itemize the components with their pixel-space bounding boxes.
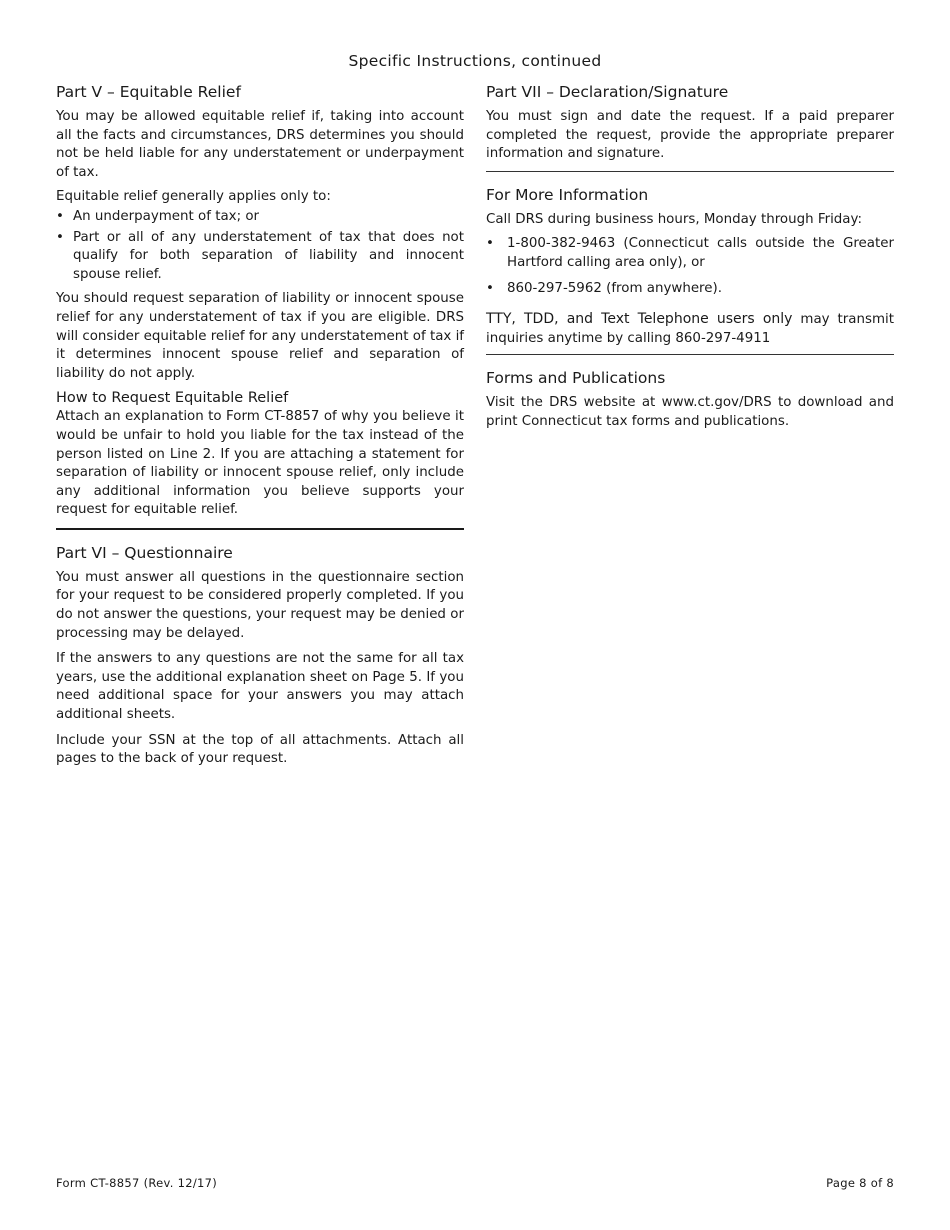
- bullet-icon: •: [486, 236, 494, 252]
- form-identifier: Form CT-8857 (Rev. 12/17): [56, 1176, 218, 1190]
- part-v-heading: Part V – Equitable Relief: [56, 83, 241, 101]
- bullet-icon: •: [486, 280, 494, 296]
- bullet-icon: •: [56, 229, 64, 245]
- part-vi-paragraph-3: Include your SSN at the top of all attachments. Attach all pages to the back of your request.: [56, 732, 464, 767]
- part-v-section: [56, 82, 464, 520]
- part-vii-paragraph: You must sign and date the request. If a paid preparer completed the request, provide the appropriate preparer information and signature.: [486, 109, 894, 162]
- section-divider: [56, 528, 464, 530]
- part-vii-heading: Part VII – Declaration/Signature: [486, 83, 729, 101]
- part-vii-section: [486, 82, 894, 164]
- bullet-icon: •: [56, 208, 64, 224]
- part-vi-section: [56, 543, 464, 769]
- tty-paragraph: [486, 310, 894, 348]
- part-v-paragraph-3: You should request separation of liability or innocent spouse relief for any understatement of tax if you are eligible. DRS will consider equitable relief for any understatement of tax if it determines innocent spouse relief and separation of liability do not apply.: [56, 291, 465, 381]
- part-v-paragraph-1: You may be allowed equitable relief if, taking into account all the facts and circumstances, DRS determines you should not be held liable for any understatement or underpayment of tax.: [56, 109, 464, 180]
- phone-list: [486, 235, 894, 298]
- list-item: • Part or all of any understatement of tax that does not qualify for both separation of liability and innocent spouse relief.: [56, 229, 464, 282]
- section-divider: [486, 171, 894, 172]
- part-vi-paragraph-2: If the answers to any questions are not the same for all tax years, use the additional explanation sheet on Page 5. If you need additional space for your answers you may attach additional sheets.: [56, 651, 464, 723]
- more-info-paragraph: Call DRS during business hours, Monday through Friday:: [486, 211, 862, 227]
- section-divider: [486, 354, 894, 355]
- tty-label: TTY, TDD, and Text Telephone users only: [486, 311, 793, 328]
- right-column: [486, 82, 894, 438]
- page-title: Specific Instructions, continued: [348, 52, 602, 70]
- part-v-paragraph-2: Equitable relief generally applies only to:: [56, 189, 331, 205]
- how-to-request-heading: How to Request Equitable Relief: [56, 390, 289, 407]
- left-column: [56, 82, 464, 775]
- part-v-bullet-list: [56, 208, 464, 284]
- more-info-section: [486, 185, 894, 349]
- page-number: Page 8 of 8: [826, 1176, 894, 1190]
- more-info-heading: For More Information: [486, 185, 649, 204]
- list-item: • 1-800-382-9463 (Connecticut calls outside the Greater Hartford calling area only), or: [486, 236, 894, 270]
- tty-text: may transmit inquiries anytime by calling 860-297-4911: [486, 312, 894, 346]
- forms-heading: Forms and Publications: [486, 369, 666, 388]
- how-to-request-paragraph: Attach an explanation to Form CT-8857 of why you believe it would be unfair to hold you liable for the tax instead of the person listed on Line 2. If you are attaching a statement for separation of liability or innocent spouse relief, only include any additional information you believe supports your request for equitable relief.: [56, 409, 464, 518]
- list-item: • 860-297-5962 (from anywhere).: [486, 280, 894, 299]
- list-item: • An underpayment of tax; or: [56, 208, 464, 227]
- forms-section: [486, 368, 894, 431]
- forms-paragraph: Visit the DRS website at www.ct.gov/DRS to download and print Connecticut tax forms and publications.: [486, 395, 894, 429]
- part-vi-heading: Part VI – Questionnaire: [56, 543, 233, 562]
- part-vi-paragraph-1: You must answer all questions in the questionnaire section for your request to be considered properly completed. If you do not answer the questions, your request may be denied or processing may be delayed.: [56, 569, 464, 641]
